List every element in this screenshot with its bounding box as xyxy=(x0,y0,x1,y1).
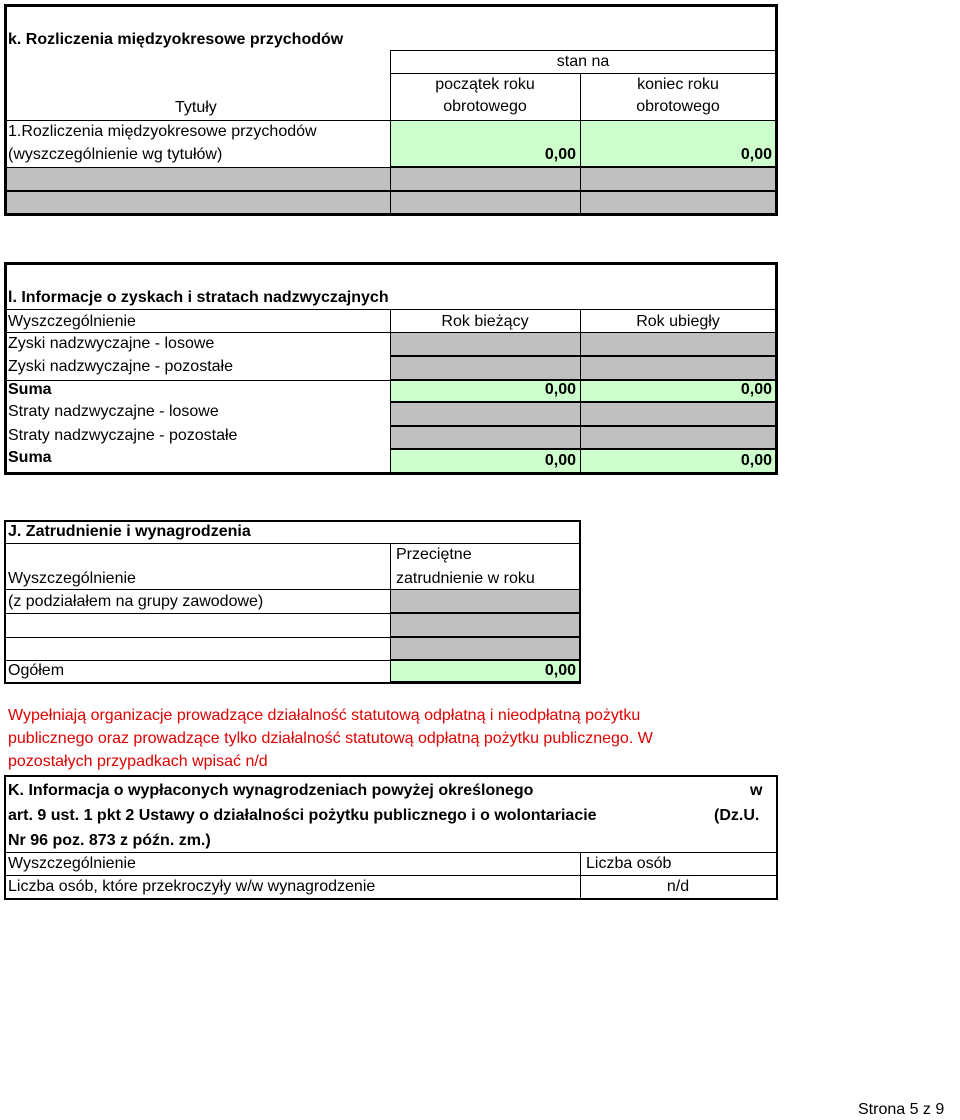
notice-line1: Wypełniają organizacje prowadzące działalność statutową odpłatną i nieodpłatną pożytku xyxy=(8,707,641,724)
row-label: Suma xyxy=(8,449,52,466)
col-current-year: Rok bieżący xyxy=(441,313,529,330)
section-k2-title-line1: K. Informacja o wypłaconych wynagrodzeniach powyżej określonego xyxy=(8,782,534,799)
input-cell[interactable] xyxy=(390,613,580,637)
col-avg-line2: zatrudnienie w roku xyxy=(396,570,535,587)
row1-label-line2: (wyszczególnienie wg tytułów) xyxy=(8,146,223,163)
sum-current: 0,00 xyxy=(544,452,576,469)
col-start-line2: obrotowego xyxy=(443,98,527,115)
sum-previous: 0,00 xyxy=(740,381,772,398)
col-count: Liczba osób xyxy=(586,855,672,872)
row-label: Suma xyxy=(8,381,52,398)
input-cells[interactable] xyxy=(390,402,776,426)
row1-label-line1: 1.Rozliczenia międzyokresowe przychodów xyxy=(8,123,317,140)
row-label: Straty nadzwyczajne - pozostałe xyxy=(8,427,238,444)
col-stan-na: stan na xyxy=(556,53,610,70)
notice-line2: publicznego oraz prowadzące tylko działalność statutową odpłatną pożytku publicznego. W xyxy=(8,730,653,747)
input-cells[interactable] xyxy=(390,332,776,356)
section-k2-title-dz: (Dz.U. xyxy=(714,807,760,824)
row-label: Liczba osób, które przekroczyły w/w wynagrodzenie xyxy=(8,878,376,895)
row-label: Straty nadzwyczajne - losowe xyxy=(8,403,219,420)
col-desc: Wyszczególnienie xyxy=(8,570,136,587)
section-k-title: k. Rozliczenia międzyokresowe przychodów xyxy=(8,31,344,48)
section-k2-title-line3: Nr 96 poz. 873 z późn. zm.) xyxy=(8,832,211,849)
input-cell[interactable] xyxy=(390,589,580,613)
input-cell[interactable] xyxy=(390,637,580,660)
empty-row[interactable] xyxy=(6,191,776,214)
col-desc: Wyszczególnienie xyxy=(8,855,136,872)
col-desc: Wyszczególnienie xyxy=(8,313,136,330)
row-label: Zyski nadzwyczajne - pozostałe xyxy=(8,358,233,375)
section-l-title: l. Informacje o zyskach i stratach nadzwyczajnych xyxy=(8,289,389,306)
row1-end-value: 0,00 xyxy=(740,146,772,163)
total-label: Ogółem xyxy=(8,662,65,679)
col-titles: Tytuły xyxy=(175,99,217,116)
col-previous-year: Rok ubiegły xyxy=(636,313,720,330)
sum-current: 0,00 xyxy=(544,381,576,398)
row-value: n/d xyxy=(666,878,690,895)
col-avg-line1: Przeciętne xyxy=(396,546,472,563)
row-group-label: (z podziałałem na grupy zawodowe) xyxy=(8,593,264,610)
input-cells[interactable] xyxy=(390,356,776,380)
total-value: 0,00 xyxy=(544,662,576,679)
row1-start-value: 0,00 xyxy=(544,146,576,163)
section-k2-title-line2: art. 9 ust. 1 pkt 2 Ustawy o działalności pożytku publicznego i o wolontariacie xyxy=(8,807,597,824)
section-k2-title-w: w xyxy=(750,782,763,799)
empty-row[interactable] xyxy=(6,167,776,191)
col-end-line2: obrotowego xyxy=(636,98,720,115)
col-start-line1: początek roku xyxy=(435,76,535,93)
row-label: Zyski nadzwyczajne - losowe xyxy=(8,335,215,352)
input-cells[interactable] xyxy=(390,426,776,449)
notice-line3: pozostałych przypadkach wpisać n/d xyxy=(8,753,268,770)
page-number: Strona 5 z 9 xyxy=(858,1101,945,1118)
section-j-title: J. Zatrudnienie i wynagrodzenia xyxy=(8,523,251,540)
col-end-line1: koniec roku xyxy=(637,76,719,93)
sum-previous: 0,00 xyxy=(740,452,772,469)
